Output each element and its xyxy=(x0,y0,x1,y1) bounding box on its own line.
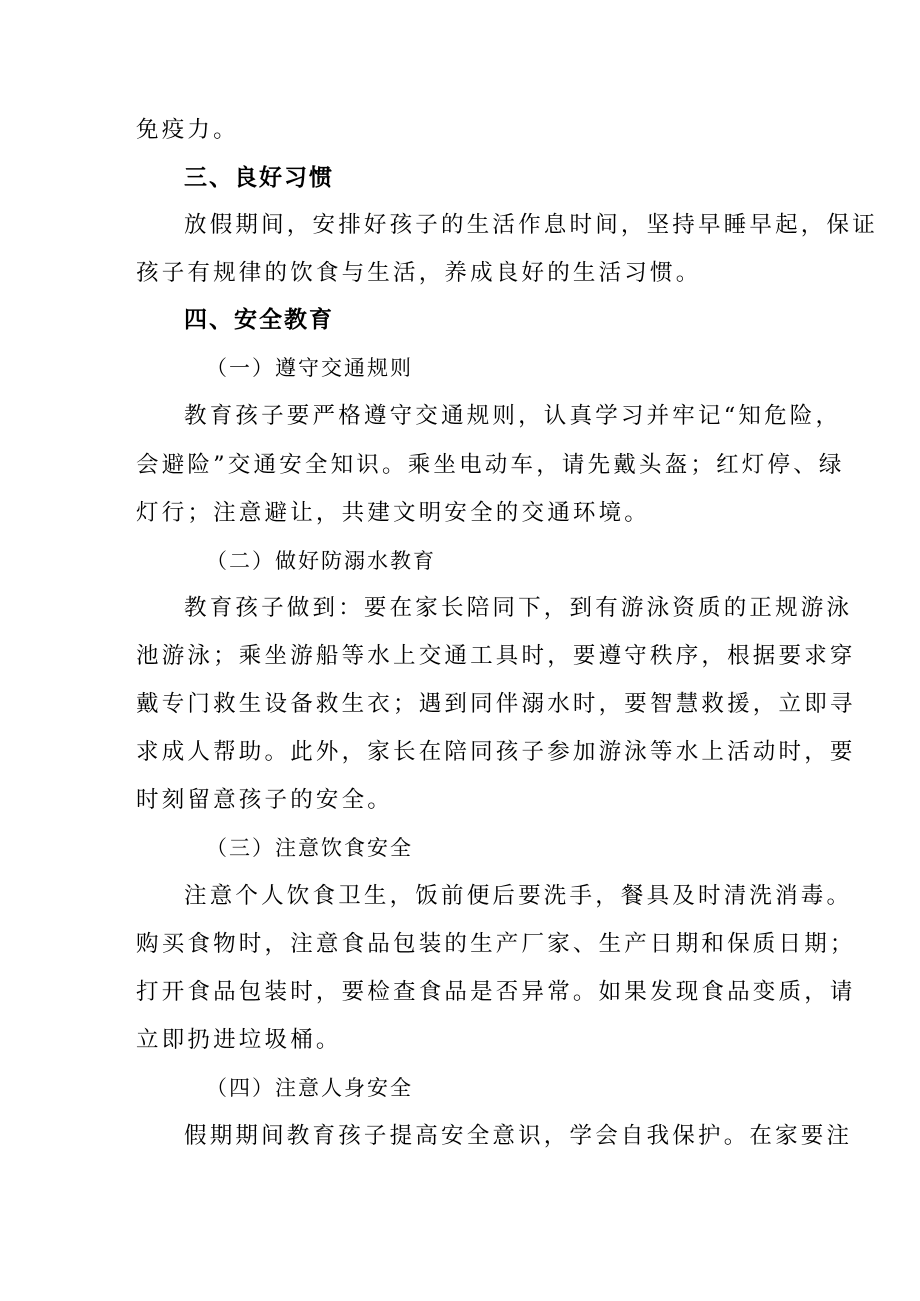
paragraph-line: 孩子有规律的饮食与生活，养成良好的生活习惯。 xyxy=(136,260,702,286)
paragraph-line: 教育孩子要严格遵守交通规则，认真学习并牢记“知危险， xyxy=(184,403,842,429)
subheading-personal: （四）注意人身安全 xyxy=(206,1076,413,1100)
paragraph-line: 放假期间，安排好孩子的生活作息时间，坚持早睡早起，保证 xyxy=(184,212,878,238)
subheading-drowning: （二）做好防溺水教育 xyxy=(206,549,436,573)
paragraph-line: 立即扔进垃圾桶。 xyxy=(136,1027,342,1053)
paragraph-line: 注意个人饮食卫生，饭前便后要洗手，餐具及时清洗消毒。 xyxy=(184,883,853,909)
section-heading-safety: 四、安全教育 xyxy=(184,307,334,333)
subheading-traffic: （一）遵守交通规则 xyxy=(206,356,413,380)
paragraph-line: 时刻留意孩子的安全。 xyxy=(136,787,394,813)
paragraph-line: 打开食品包装时，要检查食品是否异常。如果发现食品变质，请 xyxy=(136,979,856,1005)
paragraph-line: 会避险”交通安全知识。乘坐电动车，请先戴头盔；红灯停、绿 xyxy=(136,452,845,478)
paragraph-line: 教育孩子做到：要在家长陪同下，到有游泳资质的正规游泳 xyxy=(184,595,853,621)
paragraph-line: 购买食物时，注意食品包装的生产厂家、生产日期和保质日期； xyxy=(136,931,856,957)
paragraph-line: 灯行；注意避让，共建文明安全的交通环境。 xyxy=(136,500,651,526)
paragraph-line: 池游泳；乘坐游船等水上交通工具时，要遵守秩序，根据要求穿 xyxy=(136,643,856,669)
paragraph-line: 求成人帮助。此外，家长在陪同孩子参加游泳等水上活动时，要 xyxy=(136,739,856,765)
subheading-food: （三）注意饮食安全 xyxy=(206,836,413,860)
section-heading-habits: 三、良好习惯 xyxy=(184,165,334,191)
paragraph-line: 戴专门救生设备救生衣；遇到同伴溺水时，要智慧救援，立即寻 xyxy=(136,691,856,717)
paragraph-continuation: 免疫力。 xyxy=(136,117,239,143)
paragraph-line: 假期期间教育孩子提高安全意识，学会自我保护。在家要注 xyxy=(184,1123,853,1149)
